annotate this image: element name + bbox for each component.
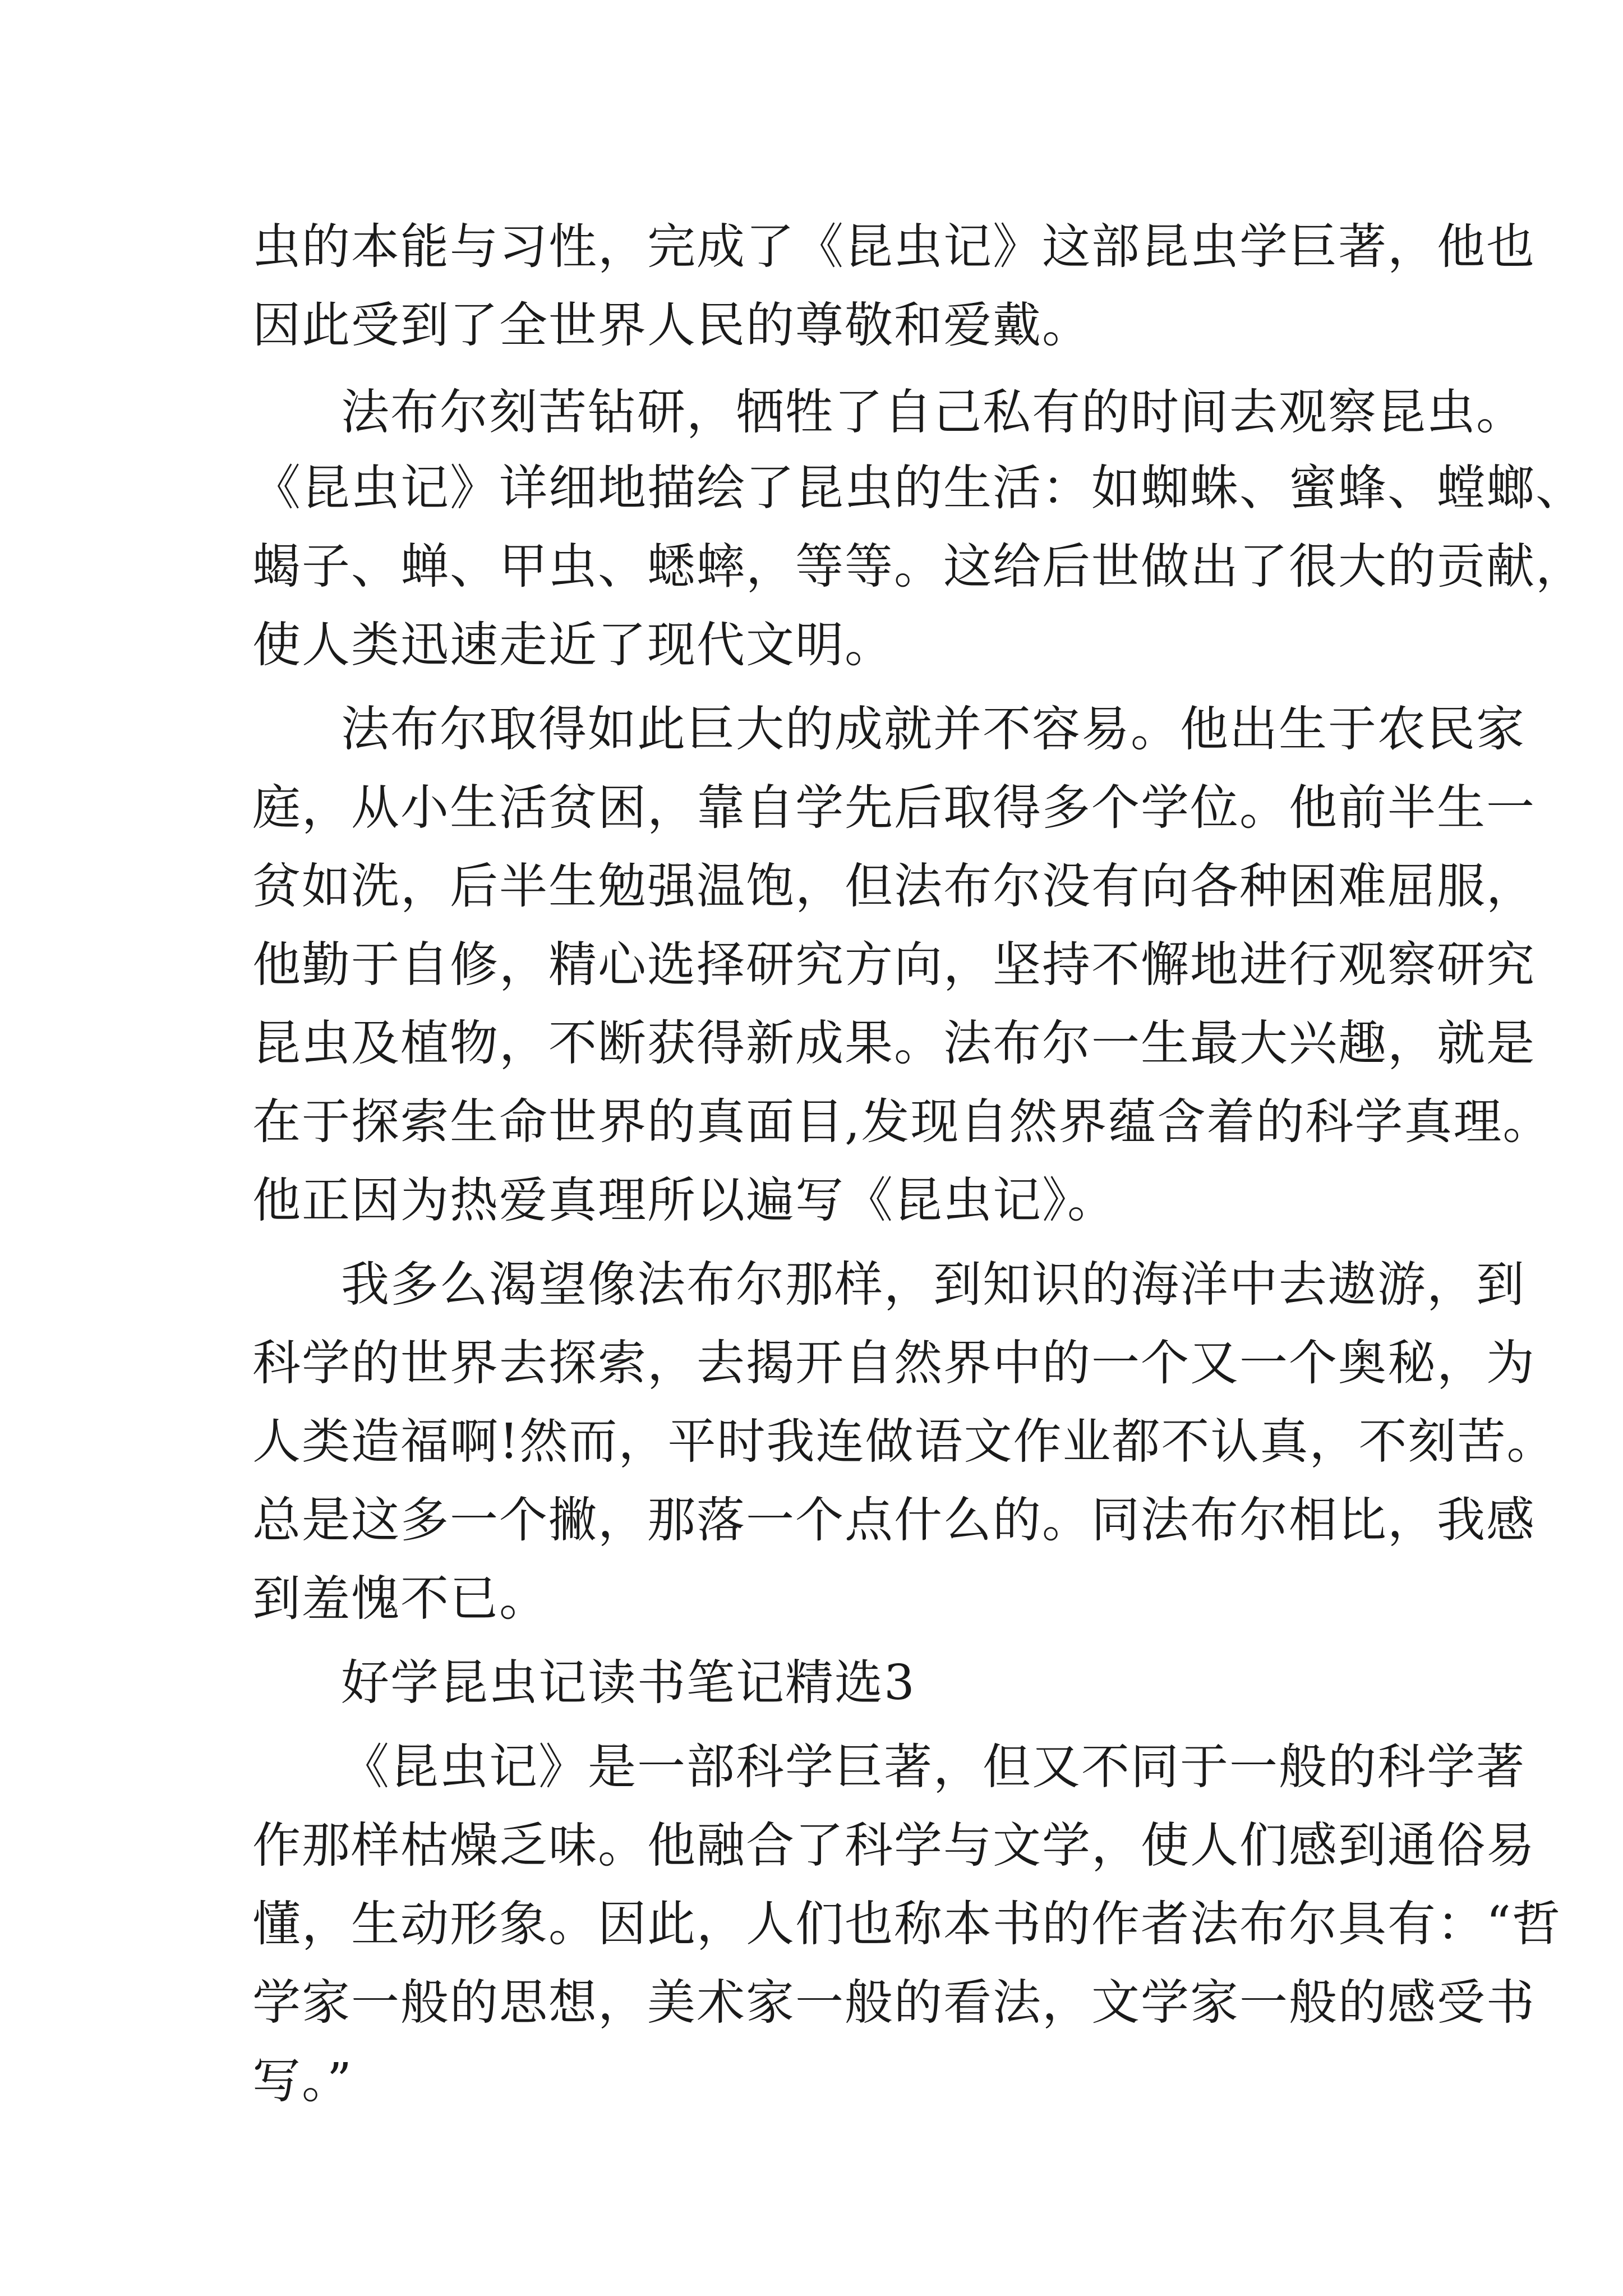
- text-line-5: 蝎子、蝉、甲虫、蟋蟀，等等。这给后世做出了很大的贡献，: [252, 539, 1585, 595]
- text-line-1: 虫的本能与习性，完成了《昆虫记》这部昆虫学巨著，他也: [252, 219, 1536, 275]
- text-line-18: 到羞愧不已。: [252, 1571, 548, 1627]
- text-line-9: 贫如洗，后半生勉强温饱，但法布尔没有向各种困难屈服，: [252, 858, 1536, 914]
- section-heading: 好学昆虫记读书笔记精选3: [341, 1655, 916, 1711]
- text-line-22: 懂，生动形象。因此，人们也称本书的作者法布尔具有：“哲: [252, 1896, 1561, 1952]
- text-line-13: 他正因为热爱真理所以遍写《昆虫记》。: [252, 1172, 1117, 1228]
- text-line-17: 总是这多一个撇，那落一个点什么的。同法布尔相比，我感: [252, 1492, 1536, 1548]
- text-line-11: 昆虫及植物，不断获得新成果。法布尔一生最大兴趣，就是: [252, 1015, 1536, 1071]
- text-line-16: 人类造福啊!然而，平时我连做语文作业都不认真，不刻苦。: [252, 1414, 1556, 1470]
- text-line-2: 因此受到了全世界人民的尊敬和爱戴。: [252, 297, 1091, 353]
- text-line-10: 他勤于自修，精心选择研究方向，坚持不懈地进行观察研究: [252, 937, 1536, 993]
- text-line-8: 庭，从小生活贫困，靠自学先后取得多个学位。他前半生一: [252, 780, 1536, 836]
- text-line-20: 《昆虫记》是一部科学巨著，但又不同于一般的科学著: [341, 1739, 1525, 1795]
- text-line-6: 使人类迅速走近了现代文明。: [252, 617, 894, 673]
- text-line-7: 法布尔取得如此巨大的成就并不容易。他出生于农民家: [341, 701, 1525, 757]
- text-line-15: 科学的世界去探索，去揭开自然界中的一个又一个奥秘，为: [252, 1335, 1536, 1391]
- text-line-4: 《昆虫记》详细地描绘了昆虫的生活：如蜘蛛、蜜蜂、螳螂、: [252, 460, 1585, 516]
- text-line-23: 学家一般的思想，美术家一般的看法，文学家一般的感受书: [252, 1975, 1536, 2031]
- text-line-12: 在于探索生命世界的真面目,发现自然界蕴含着的科学真理。: [252, 1094, 1552, 1150]
- text-line-3: 法布尔刻苦钻研，牺牲了自己私有的时间去观察昆虫。: [341, 384, 1525, 440]
- text-line-14: 我多么渴望像法布尔那样，到知识的海洋中去遨游，到: [341, 1257, 1525, 1313]
- text-line-24: 写。”: [252, 2053, 353, 2109]
- text-line-21: 作那样枯燥乏味。他融合了科学与文学，使人们感到通俗易: [252, 1818, 1536, 1874]
